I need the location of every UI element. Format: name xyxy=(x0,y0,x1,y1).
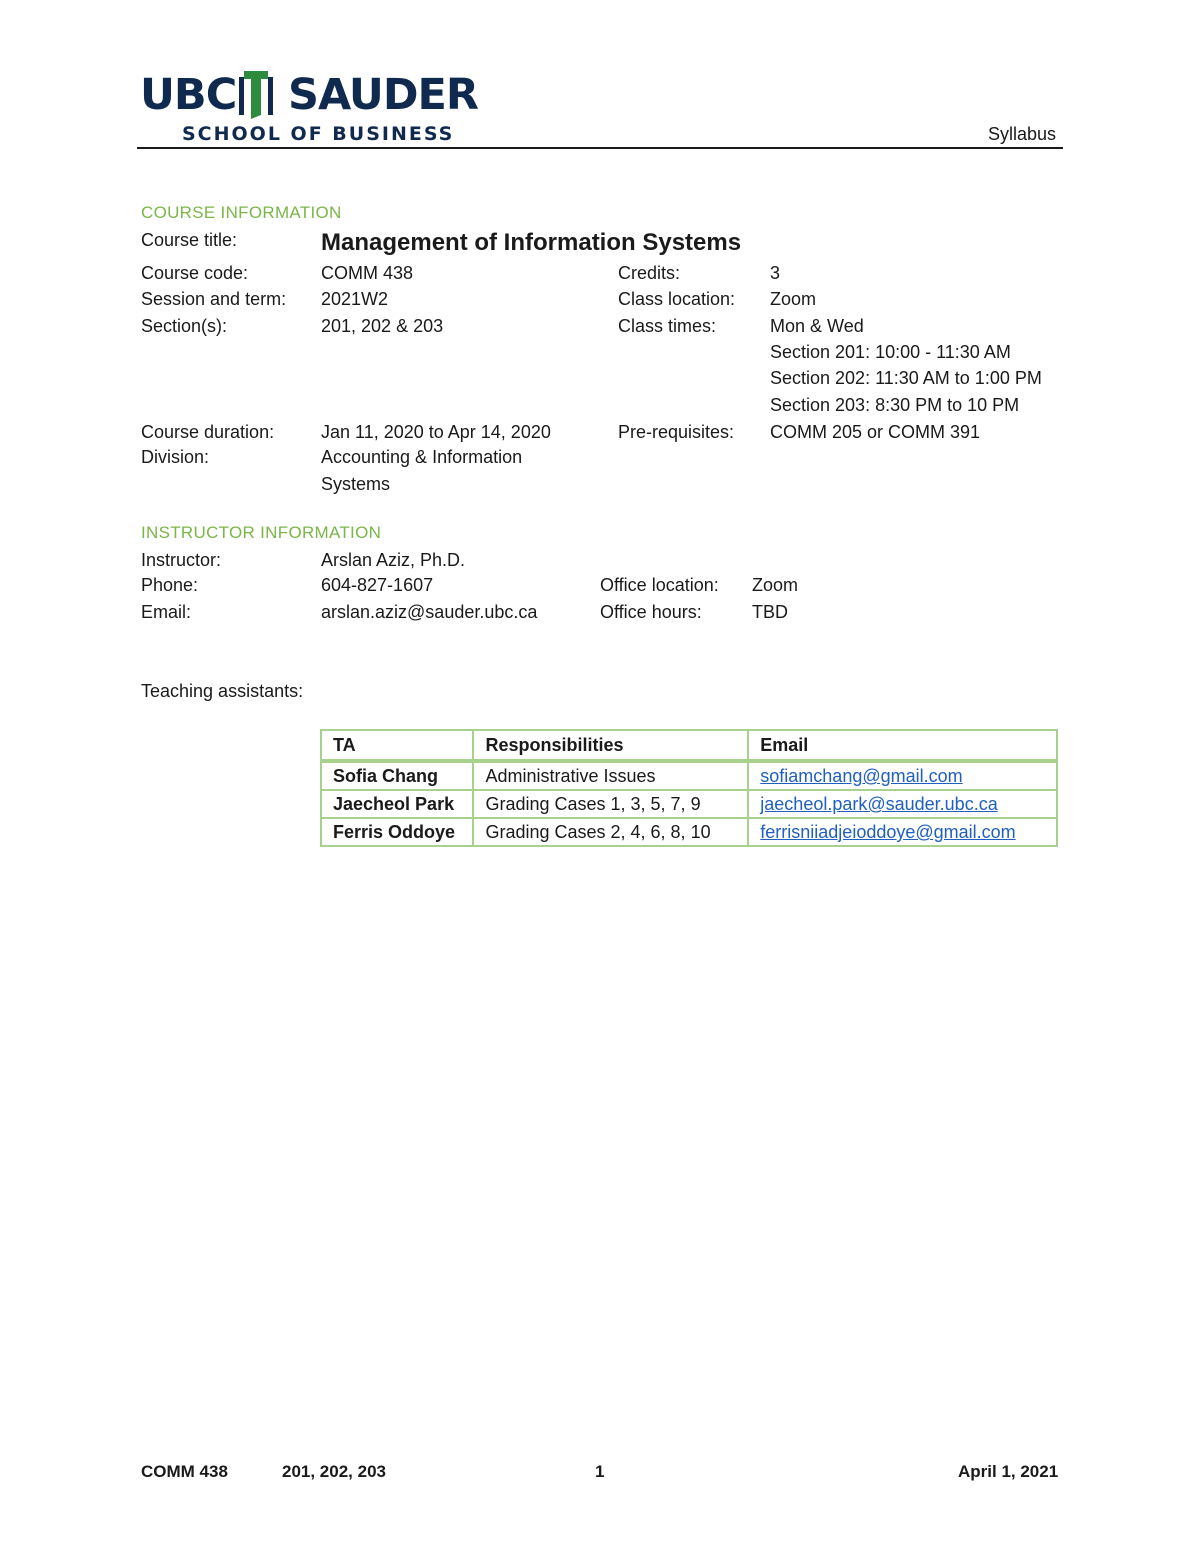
phone-value: 604-827-1607 xyxy=(321,575,434,595)
duration-value: Jan 11, 2020 to Apr 14, 2020 xyxy=(321,422,551,442)
document-label: Syllabus xyxy=(988,124,1057,144)
ta-name: Sofia Chang xyxy=(321,761,473,790)
session-value: 2021W2 xyxy=(321,289,389,309)
division-value-cont: Systems xyxy=(321,474,391,494)
table-row xyxy=(321,790,1057,818)
prereq-value: COMM 205 or COMM 391 xyxy=(770,422,981,442)
ta-email-cell xyxy=(748,761,1057,790)
instructor-email: arslan.aziz@sauder.ubc.ca xyxy=(321,602,538,622)
instructor-label: Instructor: xyxy=(141,550,222,570)
ta-email-link[interactable]: sofiamchang@gmail.com xyxy=(760,766,963,786)
class-times-line: Section 203: 8:30 PM to 10 PM xyxy=(770,395,1020,415)
table-header-row xyxy=(321,730,1057,761)
ta-email-cell xyxy=(748,790,1057,818)
column-header-responsibilities: Responsibilities xyxy=(473,730,748,761)
class-times-line: Mon & Wed xyxy=(770,316,864,336)
ubc-crest-icon xyxy=(235,69,277,121)
table-row xyxy=(321,761,1057,790)
instructor-name: Arslan Aziz, Ph.D. xyxy=(321,550,466,570)
office-location-label: Office location: xyxy=(600,575,719,595)
phone-label: Phone: xyxy=(141,575,199,595)
duration-label: Course duration: xyxy=(141,422,275,442)
division-label: Division: xyxy=(141,447,210,467)
sections-label: Section(s): xyxy=(141,316,228,336)
header-divider xyxy=(137,147,1063,149)
ta-name: Jaecheol Park xyxy=(321,790,473,818)
class-location-label: Class location: xyxy=(618,289,736,309)
ta-label: Teaching assistants: xyxy=(141,681,304,701)
credits-value: 3 xyxy=(770,263,781,283)
class-location-value: Zoom xyxy=(770,289,817,309)
session-label: Session and term: xyxy=(141,289,287,309)
ta-email-cell xyxy=(748,818,1057,846)
ta-responsibility: Grading Cases 2, 4, 6, 8, 10 xyxy=(473,818,748,846)
course-code-value: COMM 438 xyxy=(321,263,414,283)
footer-course: COMM 438 xyxy=(141,1462,228,1481)
ta-email-link[interactable]: ferrisniiadjeioddoye@gmail.com xyxy=(760,822,1016,842)
ta-responsibility: Administrative Issues xyxy=(473,761,748,790)
instructor-info-heading: INSTRUCTOR INFORMATION xyxy=(141,523,382,542)
office-hours-label: Office hours: xyxy=(600,602,702,622)
logo-subtitle: SCHOOL OF BUSINESS xyxy=(182,123,455,145)
course-title: Management of Information Systems xyxy=(321,229,742,256)
ta-table xyxy=(320,729,1058,847)
email-label: Email: xyxy=(141,602,192,622)
footer-page-number: 1 xyxy=(595,1462,605,1481)
ta-name: Ferris Oddoye xyxy=(321,818,473,846)
course-title-label: Course title: xyxy=(141,230,238,250)
office-location-value: Zoom xyxy=(752,575,799,595)
sections-value: 201, 202 & 203 xyxy=(321,316,444,336)
course-info-heading: COURSE INFORMATION xyxy=(141,203,342,222)
class-times-label: Class times: xyxy=(618,316,717,336)
office-hours-value: TBD xyxy=(752,602,788,622)
class-times-line: Section 201: 10:00 - 11:30 AM xyxy=(770,342,1011,362)
footer-date: April 1, 2021 xyxy=(958,1462,1059,1481)
ta-email-link[interactable]: jaecheol.park@sauder.ubc.ca xyxy=(760,794,998,814)
logo-ubc-text: UBC xyxy=(140,70,237,120)
table-row xyxy=(321,818,1057,846)
credits-label: Credits: xyxy=(618,263,681,283)
footer-sections: 201, 202, 203 xyxy=(282,1462,386,1481)
column-header-email: Email xyxy=(748,730,1057,761)
class-times-line: Section 202: 11:30 AM to 1:00 PM xyxy=(770,368,1042,388)
ta-responsibility: Grading Cases 1, 3, 5, 7, 9 xyxy=(473,790,748,818)
logo-sauder-text: SAUDER xyxy=(288,70,479,120)
division-value: Accounting & Information xyxy=(321,447,523,467)
course-code-label: Course code: xyxy=(141,263,249,283)
column-header-ta: TA xyxy=(321,730,473,761)
prereq-label: Pre-requisites: xyxy=(618,422,735,442)
